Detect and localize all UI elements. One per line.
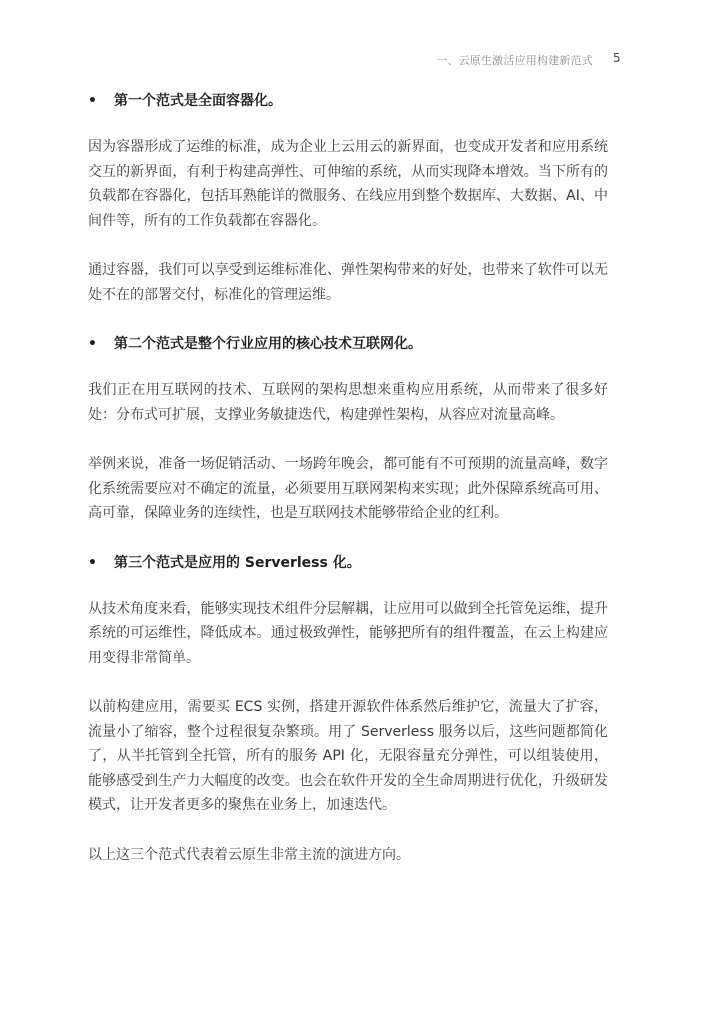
paragraph: 从技术角度来看，能够实现技术组件分层解耦，让应用可以做到全托管免运维，提升系统的可运维性，降低成本。通过极致弹性，能够把所有的组件覆盖，在云上构建应用变得非常简单。 — [88, 600, 608, 666]
heading-text: 第二个范式是整个行业应用的核心技术互联网化。 — [114, 336, 422, 352]
document-body — [88, 88, 608, 867]
page-header — [0, 52, 724, 68]
page-number: 5 — [613, 51, 621, 65]
heading-third-paradigm — [88, 553, 608, 573]
paragraph: 我们正在用互联网的技术、互联网的架构思想来重构应用系统，从而带来了很多好处：分布式可扩展，支撑业务敏捷迭代，构建弹性架构，从容应对流量高峰。 — [88, 382, 608, 423]
bullet-icon: • — [88, 336, 97, 352]
paragraph: 举例来说，准备一场促销活动、一场跨年晚会，都可能有不可预期的流量高峰，数字化系统需要应对不确定的流量，必须要用互联网架构来实现；此外保障系统高可用、高可靠，保障业务的连续性，也是互联网技术能够带给企业的红利。 — [88, 456, 608, 521]
heading-text: 第一个范式是全面容器化。 — [114, 93, 282, 109]
heading-second-paradigm — [88, 334, 608, 354]
heading-first-paradigm — [88, 91, 608, 111]
paragraph: 以上这三个范式代表着云原生非常主流的演进方向。 — [88, 846, 410, 863]
paragraph: 通过容器，我们可以享受到运维标准化、弹性架构带来的好处，也带来了软件可以无处不在的部署交付，标准化的管理运维。 — [88, 262, 608, 303]
section-title: 一、云原生激活应用构建新范式 — [436, 54, 593, 67]
bullet-icon: • — [88, 554, 97, 571]
bullet-icon: • — [88, 93, 97, 109]
paragraph: 以前构建应用，需要买 ECS 实例，搭建开源软件体系然后维护它，流量大了扩容，流量小了缩容，整个过程很复杂繁琐。用了 Serverless 服务以后，这些问题都简化了，从半托管到全托管，所有的服务 API 化，无限容量充分弹性，可以组装使用，能够感受到生产力大幅度的改变。也会在软件开发的全生命周期进行优化，升级研发模式，让开发者更多的聚焦在业务上，加速迭代。 — [88, 699, 608, 813]
paragraph: 因为容器形成了运维的标准，成为企业上云用云的新界面，也变成开发者和应用系统交互的新界面，有利于构建高弹性、可伸缩的系统，从而实现降本增效。当下所有的负载都在容器化，包括耳熟能详的微服务、在线应用到整个数据库、大数据、AI、中间件等，所有的工作负载都在容器化。 — [88, 139, 608, 229]
heading-text: 第三个范式是应用的 Serverless 化。 — [114, 554, 361, 571]
